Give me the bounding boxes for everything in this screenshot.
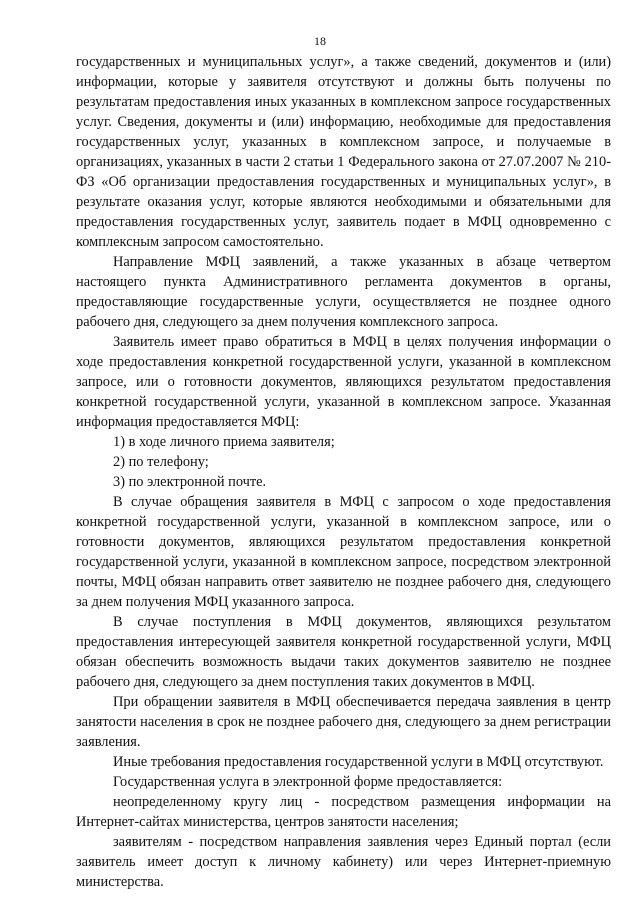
paragraph: заявителям - посредством направления заявления через Единый портал (если заявитель имеет доступ к личному кабинету) или через Интернет-приемную министерства. [76, 834, 611, 890]
paragraph: Заявитель имеет право обратиться в МФЦ в целях получения информации о ходе предоставления конкретной государственной услуги, указанной в комплексном запросе, или о готовности документов, являющихся результатом предоставления конкретной государственной услуги, указанной в комплексном запросе. Указанная информация предоставляется МФЦ: [76, 334, 611, 430]
paragraph: В случае поступления в МФЦ документов, являющихся результатом предоставления интересующей заявителя конкретной государственной услуги, МФЦ обязан обеспечить возможность выдачи таких документов заявителю не позднее рабочего дня, следующего за днем поступления таких документов в МФЦ. [76, 614, 611, 690]
list-item: 1) в ходе личного приема заявителя; [113, 434, 335, 450]
document-body [76, 52, 611, 892]
paragraph: Иные требования предоставления государственной услуги в МФЦ отсутствуют. [113, 754, 604, 770]
paragraph: неопределенному кругу лиц - посредством размещения информации на Интернет-сайтах министерства, центров занятости населения; [76, 794, 611, 830]
paragraph: Направление МФЦ заявлений, а также указанных в абзаце четвертом настоящего пункта Административного регламента документов в органы, предоставляющие государственные услуги, осуществляется не позднее одного рабочего дня, следующего за днем получения комплексного запроса. [76, 254, 611, 330]
paragraph: В случае обращения заявителя в МФЦ с запросом о ходе предоставления конкретной государственной услуги, указанной в комплексном запросе, или о готовности документов, являющихся результатом предоставления конкретной государственной услуги, указанной в комплексном запросе, посредством электронной почты, МФЦ обязан направить ответ заявителю не позднее рабочего дня, следующего за днем получения МФЦ указанного запроса. [76, 494, 611, 610]
paragraph: При обращении заявителя в МФЦ обеспечивается передача заявления в центр занятости населения в срок не позднее рабочего дня, следующего за днем регистрации заявления. [76, 694, 611, 750]
paragraph: государственных и муниципальных услуг», а также сведений, документов и (или) информации, которые у заявителя отсутствуют и должны быть получены по результатам предоставления иных указанных в комплексном запросе государственных услуг. Сведения, документы и (или) информацию, необходимые для предоставления государственных услуг, указанных в комплексном запросе, и получаемые в организациях, указанных в части 2 статьи 1 Федерального закона от 27.07.2007 № 210-ФЗ «Об организации предоставления государственных и муниципальных услуг», в результате оказания услуг, которые являются необходимыми и обязательными для предоставления государственных услуг, заявитель подает в МФЦ одновременно с комплексным запросом самостоятельно. [76, 54, 611, 250]
list-item: 3) по электронной почте. [113, 474, 267, 490]
page-number: 18 [314, 34, 326, 48]
list-item: 2) по телефону; [113, 454, 209, 470]
paragraph: Государственная услуга в электронной форме предоставляется: [113, 774, 503, 790]
